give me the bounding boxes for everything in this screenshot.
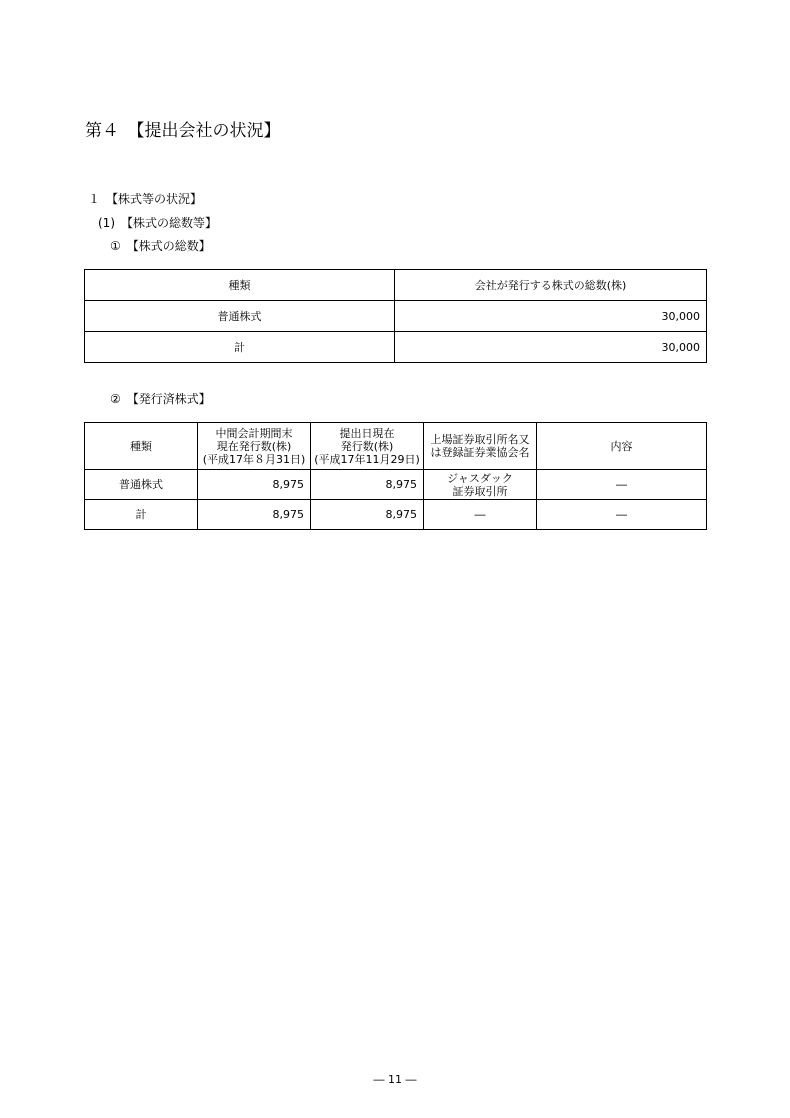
header-authorized: 会社が発行する株式の総数(株) (395, 270, 707, 301)
header-filing-shares: 提出日現在 発行数(株) (平成17年11月29日) (311, 423, 424, 470)
row-interim: 8,975 (198, 470, 311, 500)
row-content: ― (537, 470, 707, 500)
row-value: 30,000 (395, 301, 707, 332)
row-content: ― (537, 500, 707, 530)
row-type: 計 (85, 332, 395, 363)
page-number: ― 11 ― (373, 1073, 417, 1086)
row-filing: 8,975 (311, 470, 424, 500)
total-shares-table (84, 269, 707, 363)
section-title: 第４ 【提出会社の状況】 (85, 121, 281, 141)
header-content: 内容 (537, 423, 707, 470)
table-row (85, 301, 707, 332)
row-value: 30,000 (395, 332, 707, 363)
heading-total-number: ① 【株式の総数】 (110, 239, 211, 253)
heading-issued-shares: ② 【発行済株式】 (110, 392, 211, 406)
table-header-row (85, 270, 707, 301)
row-type: 普通株式 (85, 301, 395, 332)
row-type: 計 (85, 500, 198, 530)
table-header-row (85, 423, 707, 470)
heading-stock-status: １ 【株式等の状況】 (88, 192, 203, 206)
row-exchange: ― (424, 500, 537, 530)
heading-total-shares: (1) 【株式の総数等】 (98, 216, 217, 230)
table-row (85, 332, 707, 363)
header-exchange: 上場証券取引所名又 は登録証券業協会名 (424, 423, 537, 470)
issued-shares-table (84, 422, 707, 530)
row-filing: 8,975 (311, 500, 424, 530)
row-exchange: ジャスダック 証券取引所 (424, 470, 537, 500)
table-row (85, 500, 707, 530)
header-type: 種類 (85, 270, 395, 301)
header-type: 種類 (85, 423, 198, 470)
table-row (85, 470, 707, 500)
row-type: 普通株式 (85, 470, 198, 500)
row-interim: 8,975 (198, 500, 311, 530)
header-interim-shares: 中間会計期間末 現在発行数(株) (平成17年８月31日) (198, 423, 311, 470)
